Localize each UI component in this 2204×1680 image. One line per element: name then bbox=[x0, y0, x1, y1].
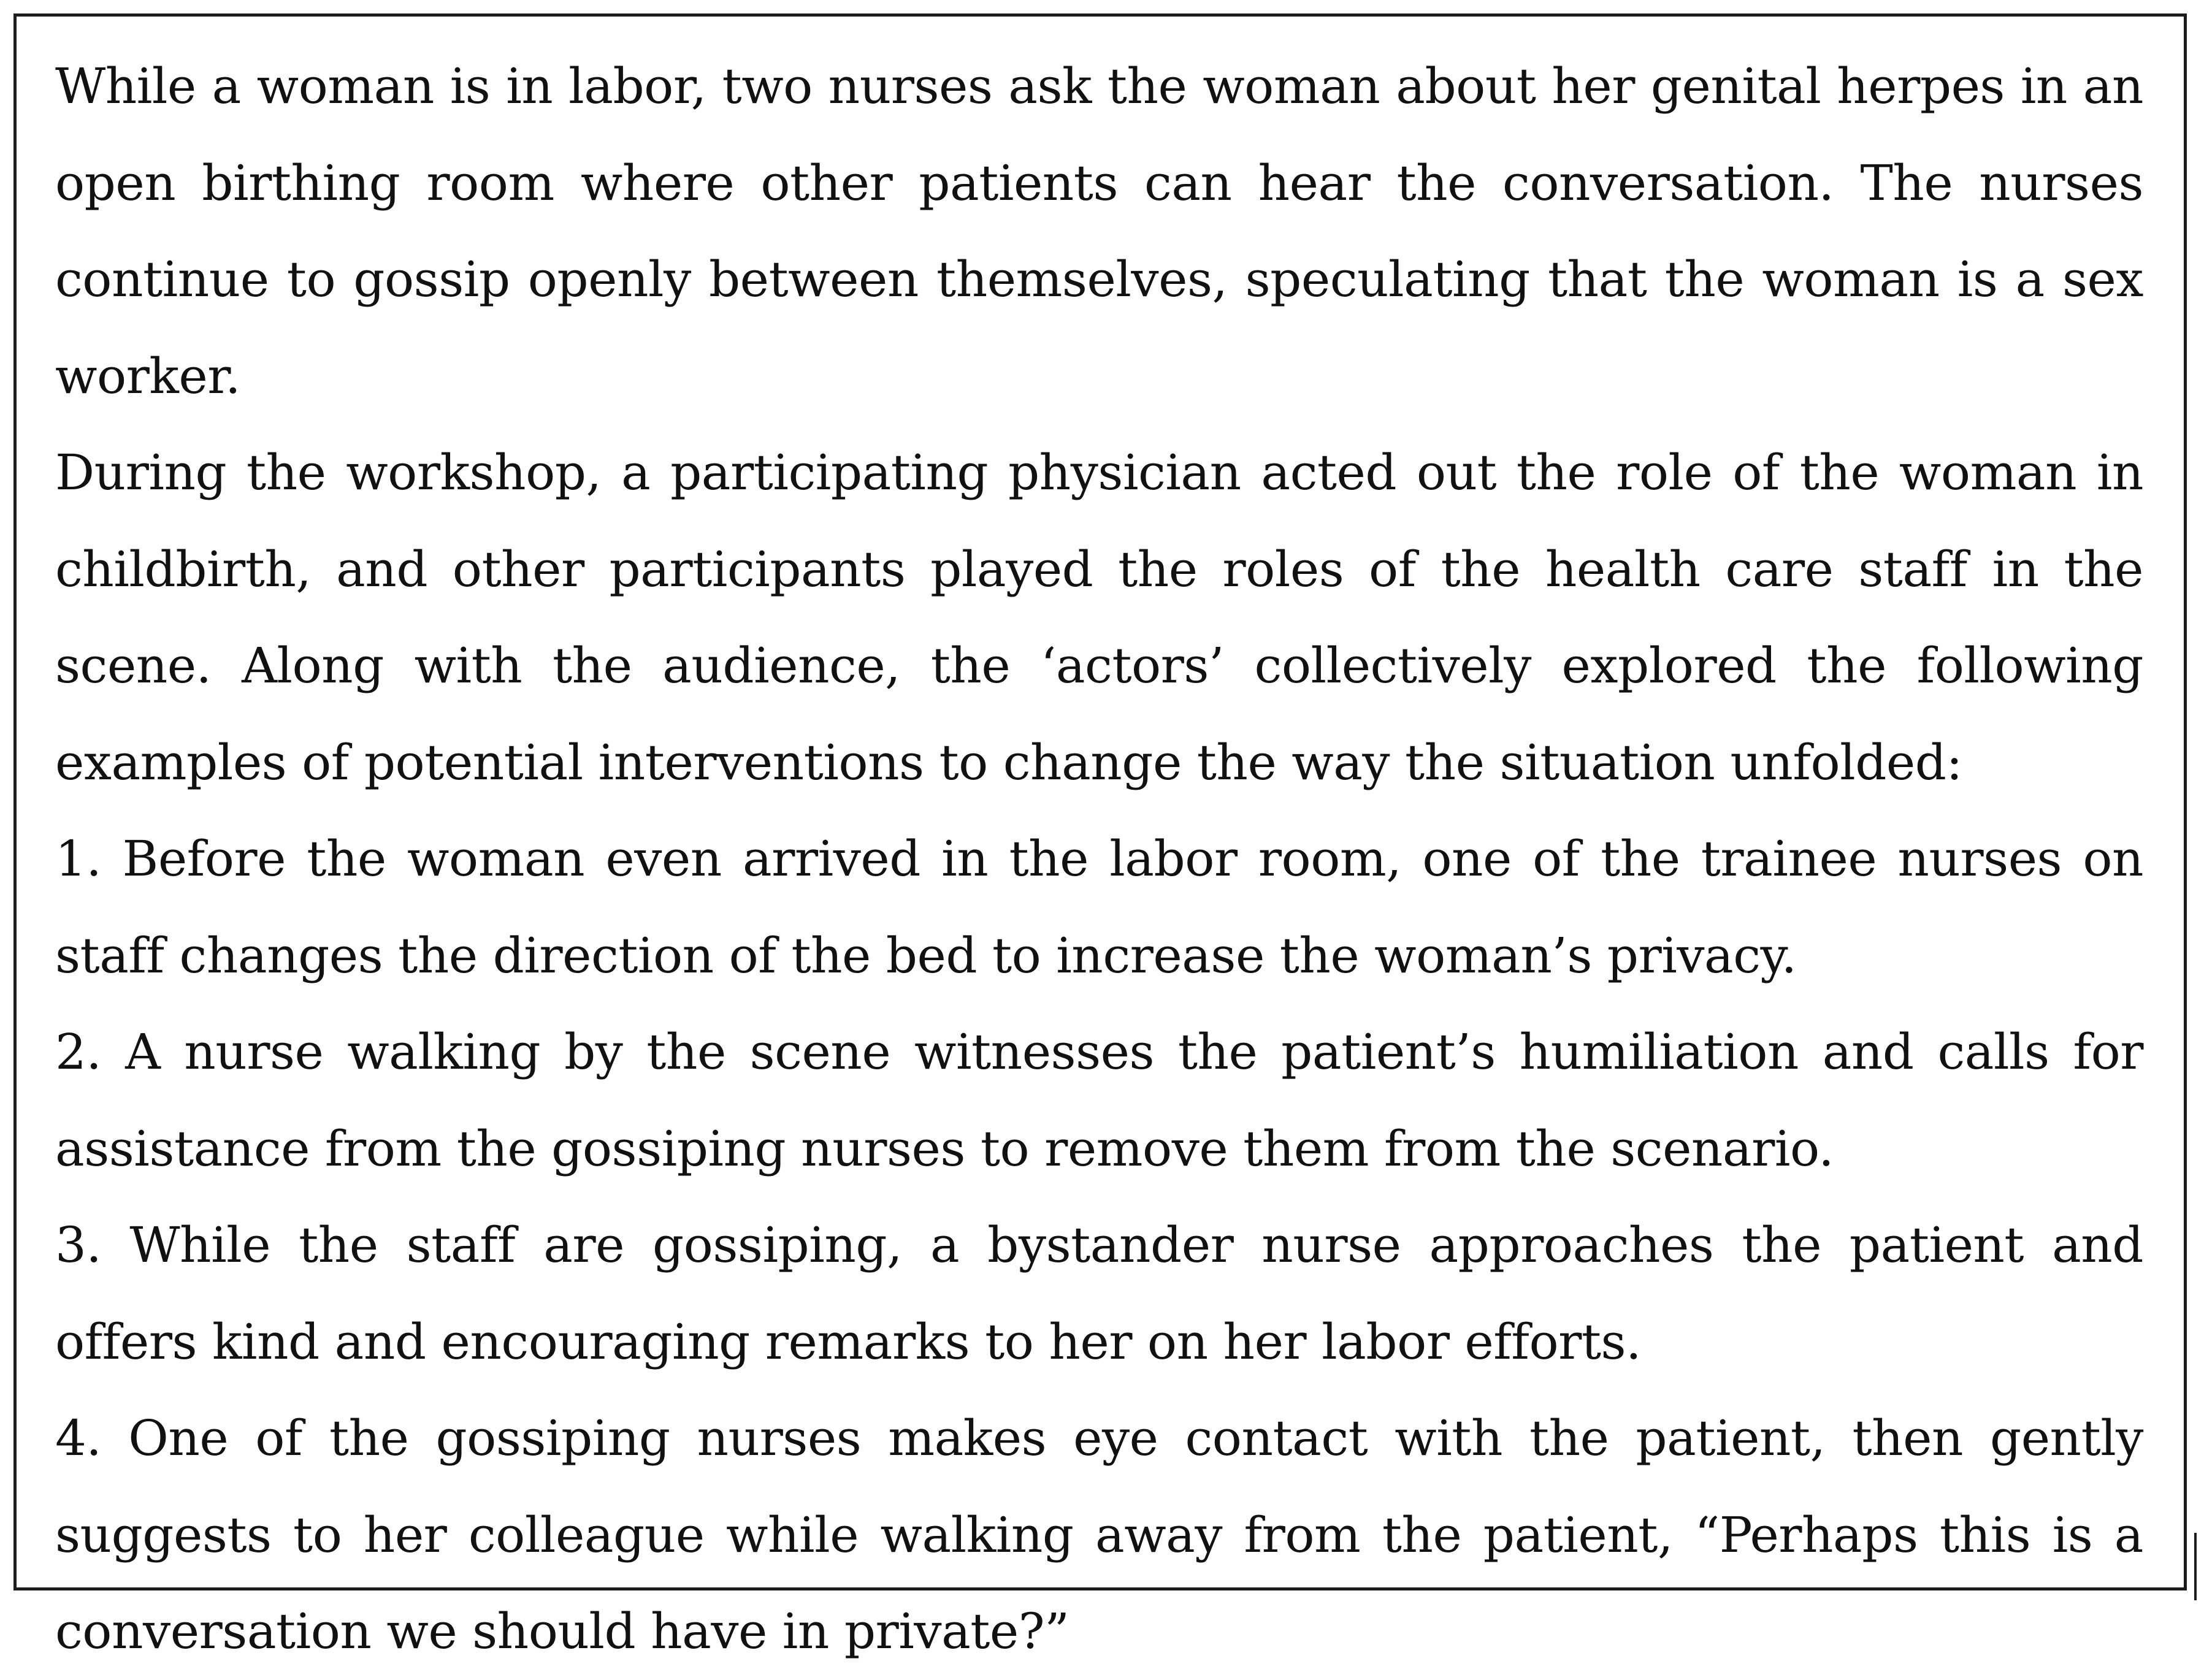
corner-mark bbox=[2194, 1533, 2197, 1600]
intervention-item-2: 2. A nurse walking by the scene witnesses the patient’s humiliation and calls for assistance from the gossiping nurses to remove them from the scenario. bbox=[55, 1023, 2143, 1177]
text-box-content bbox=[55, 38, 2143, 1680]
scenario-paragraph: While a woman is in labor, two nurses ask the woman about her genital herpes in an open birthing room where other patients can hear the conversation. The nurses continue to gossip openly between themselves, speculating that the woman is a sex worker. bbox=[55, 58, 2143, 405]
workshop-paragraph: During the workshop, a participating physician acted out the role of the woman in childbirth, and other participants played the roles of the health care staff in the scene. Along with the audience, the ‘actors’ collectively explored the following examples of potential interventions to change the way the situation unfolded: bbox=[55, 444, 2143, 791]
intervention-item-4: 4. One of the gossiping nurses makes eye contact with the patient, then gently suggests to her colleague while walking away from the patient, “Perhaps this is a conversation we should have in private?” bbox=[55, 1410, 2143, 1660]
intervention-item-3: 3. While the staff are gossiping, a bystander nurse approaches the patient and offers kind and encouraging remarks to her on her labor efforts. bbox=[55, 1216, 2143, 1370]
intervention-item-1: 1. Before the woman even arrived in the labor room, one of the trainee nurses on staff changes the direction of the bed to increase the woman’s privacy. bbox=[55, 830, 2143, 984]
